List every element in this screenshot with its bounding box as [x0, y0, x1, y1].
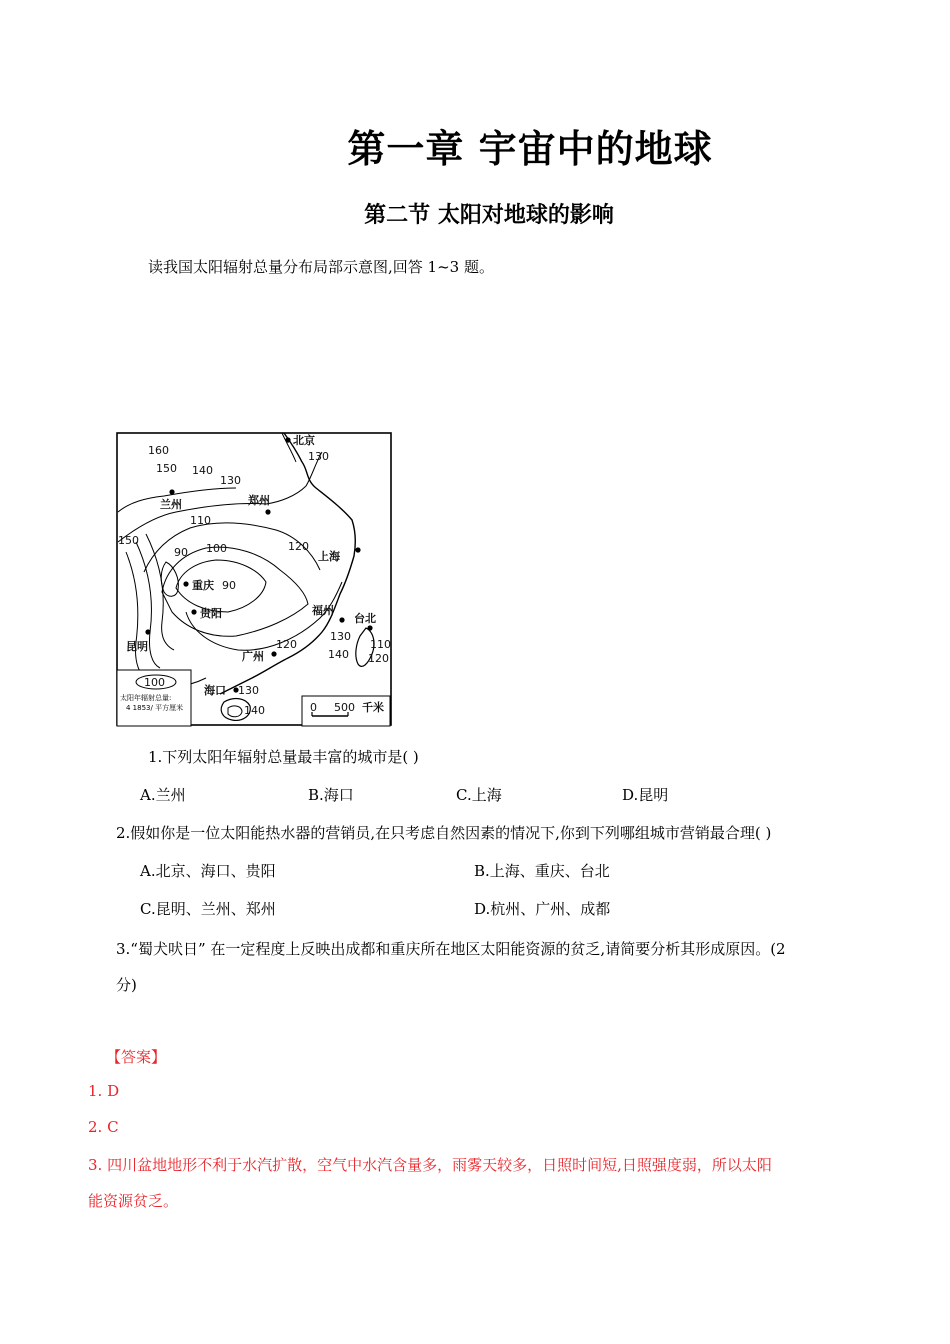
city-guiyang: 贵阳 — [200, 607, 222, 620]
city-fuzhou: 福州 — [312, 604, 334, 617]
answer-2: 2. C — [88, 1118, 119, 1136]
isoline-130-c: 130 — [330, 630, 351, 643]
chapter-title: 第一章 宇宙中的地球 — [347, 126, 713, 171]
question-3-line1: 3.“蜀犬吠日” 在一定程度上反映出成都和重庆所在地区太阳能资源的贫乏,请简要分析其形成原因。(2 — [116, 940, 786, 958]
q1-option-b: B.海口 — [308, 786, 354, 804]
isoline-120-a: 120 — [288, 540, 309, 553]
city-kunming: 昆明 — [126, 640, 148, 653]
city-taipei: 台北 — [354, 612, 376, 625]
answer-1: 1. D — [88, 1082, 120, 1100]
isoline-140: 140 — [192, 464, 213, 477]
answer-3-line1: 3. 四川盆地地形不利于水汽扩散，空气中水汽含量多，雨雾天较多，日照时间短,日照强度弱，所以太阳 — [88, 1156, 772, 1174]
legend-text-1: 太阳年辐射总量: — [120, 694, 172, 702]
isoline-90-b: 90 — [222, 579, 236, 592]
legend-value: 100 — [144, 676, 165, 689]
q1-option-c: C.上海 — [456, 786, 502, 804]
q1-option-d: D.昆明 — [622, 786, 669, 804]
city-chongqing: 重庆 — [192, 579, 214, 592]
q1-option-a: A.兰州 — [140, 786, 186, 804]
isoline-140-c: 140 — [244, 704, 265, 717]
isoline-150: 150 — [156, 462, 177, 475]
isoline-150-b: 150 — [118, 534, 139, 547]
q2-option-c: C.昆明、兰州、郑州 — [140, 900, 276, 918]
isoline-160: 160 — [148, 444, 169, 457]
answer-heading: 【答案】 — [106, 1048, 167, 1066]
city-haikou: 海口 — [204, 684, 226, 697]
isoline-140-b: 140 — [328, 648, 349, 661]
q2-option-b: B.上海、重庆、台北 — [474, 862, 610, 880]
city-shanghai: 上海 — [318, 550, 340, 563]
q2-option-a: A.北京、海口、贵阳 — [140, 862, 276, 880]
section-title: 第二节 太阳对地球的影响 — [364, 202, 614, 228]
isoline-130-b: 130 — [308, 450, 329, 463]
isoline-130-d: 130 — [238, 684, 259, 697]
isoline-110-b: 110 — [370, 638, 391, 651]
legend-text-2: 4 1853/ 平方厘米 — [126, 704, 184, 712]
city-lanzhou: 兰州 — [160, 498, 182, 511]
isoline-90-a: 90 — [174, 546, 188, 559]
city-guangzhou: 广州 — [242, 650, 264, 663]
isoline-100: 100 — [206, 542, 227, 555]
isoline-130-a: 130 — [220, 474, 241, 487]
question-2: 2.假如你是一位太阳能热水器的营销员,在只考虑自然因素的情况下,你到下列哪组城市营销最合理( ) — [116, 824, 772, 842]
solar-radiation-map — [116, 432, 394, 728]
isoline-110: 110 — [190, 514, 211, 527]
isoline-120-b: 120 — [276, 638, 297, 651]
intro-text: 读我国太阳辐射总量分布局部示意图,回答 1~3 题。 — [148, 258, 494, 276]
question-3-line2: 分) — [116, 976, 137, 994]
city-zhengzhou: 郑州 — [248, 494, 270, 507]
q2-option-d: D.杭州、广州、成都 — [474, 900, 611, 918]
question-1: 1.下列太阳年辐射总量最丰富的城市是( ) — [148, 748, 419, 766]
city-beijing: 北京 — [293, 434, 315, 447]
scale-value: 500 — [334, 701, 355, 714]
isoline-120-c: 120 — [368, 652, 389, 665]
scale-zero: 0 — [310, 701, 317, 714]
scale-unit: 千米 — [362, 701, 384, 714]
answer-3-line2: 能资源贫乏。 — [88, 1192, 179, 1210]
